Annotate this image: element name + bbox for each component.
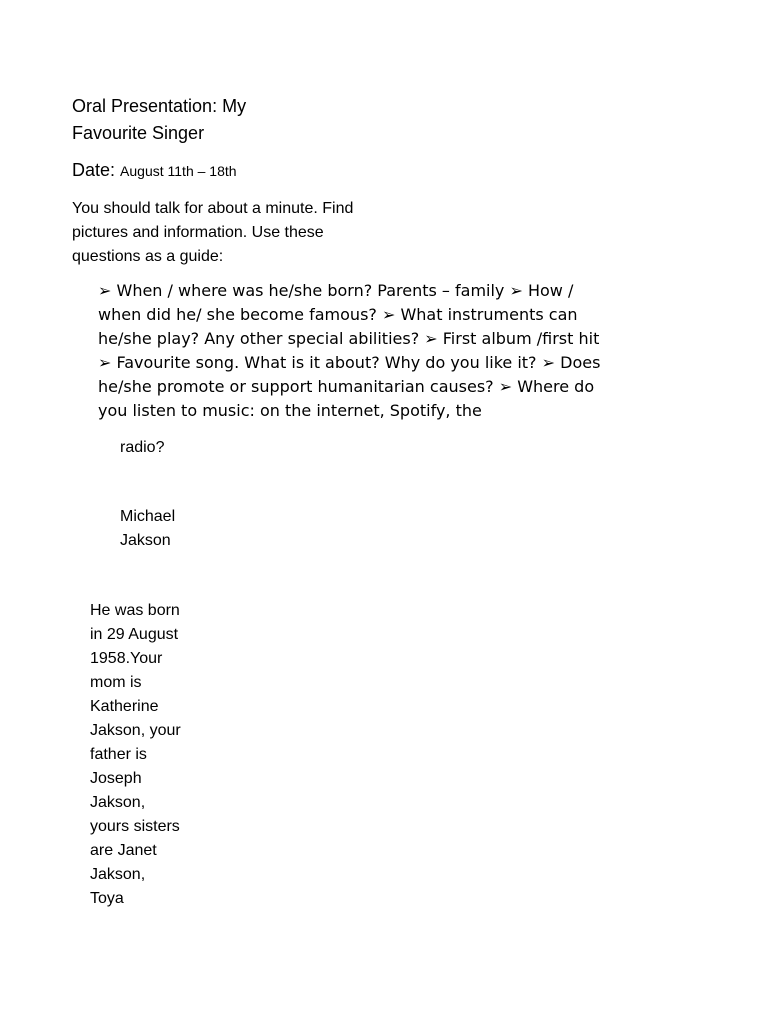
bio-line: Joseph: [90, 770, 142, 787]
page-title: [72, 93, 312, 147]
title-line: Favourite Singer: [72, 123, 205, 143]
guide-line: he/she promote or support humanitarian causes? ➢ Where do: [98, 377, 595, 396]
guide-line: when did he/ she become famous? ➢ What instruments can: [98, 305, 578, 324]
bio-line: mom is: [90, 674, 142, 691]
bio-line: He was born: [90, 602, 180, 619]
guide-tail: radio?: [120, 439, 165, 456]
bio-line: in 29 August: [90, 626, 179, 643]
bio-line: Toya: [90, 890, 124, 907]
bio-line: Jakson,: [90, 866, 146, 883]
date-label: Date:: [72, 160, 116, 180]
bio-line: Jakson, your: [90, 722, 181, 739]
guide-line: he/she play? Any other special abilities? ➢ First album /first hit: [98, 329, 600, 348]
intro-paragraph: [72, 197, 402, 269]
date-line: [72, 158, 237, 183]
intro-line: You should talk for about a minute. Find: [72, 200, 354, 217]
intro-line: pictures and information. Use these: [72, 224, 324, 241]
singer-name-line: Michael: [120, 508, 176, 525]
bio-paragraph: [90, 599, 230, 911]
guide-line: ➢ When / where was he/she born? Parents – family ➢ How /: [98, 281, 574, 300]
bio-line: Katherine: [90, 698, 159, 715]
singer-name: [120, 505, 240, 553]
bio-line: father is: [90, 746, 147, 763]
guide-line: ➢ Favourite song. What is it about? Why do you like it? ➢ Does: [98, 353, 601, 372]
guide-questions: [98, 279, 668, 423]
bio-line: 1958.Your: [90, 650, 163, 667]
singer-name-line: Jakson: [120, 532, 171, 549]
date-value: August 11th – 18th: [120, 163, 237, 179]
bio-line: yours sisters: [90, 818, 180, 835]
guide-line: you listen to music: on the internet, Spotify, the: [98, 401, 482, 420]
bio-line: Jakson,: [90, 794, 146, 811]
title-line: Oral Presentation: My: [72, 96, 247, 116]
intro-line: questions as a guide:: [72, 248, 224, 265]
bio-line: are Janet: [90, 842, 157, 859]
